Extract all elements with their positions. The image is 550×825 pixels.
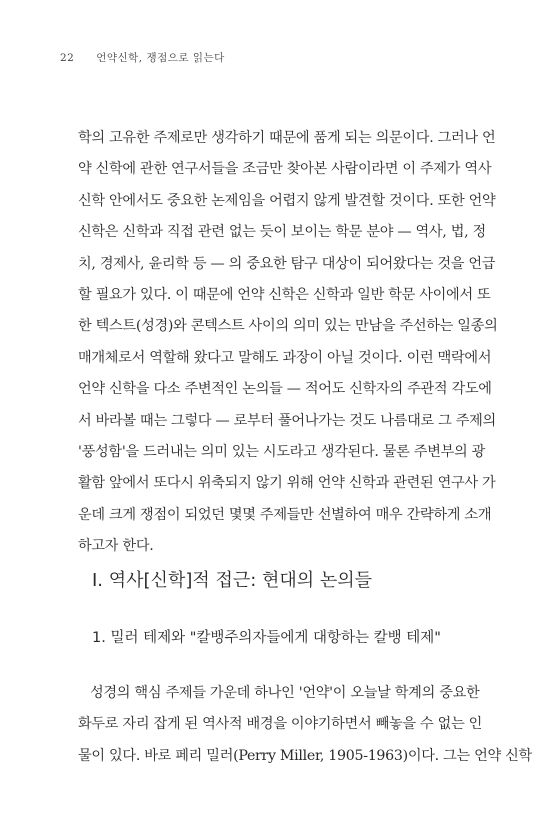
text-line: 신학은 신학과 직접 관련 없는 듯이 보이는 학문 분야 — 역사, 법, 정 <box>78 224 486 241</box>
text-line: '풍성함'을 드러내는 의미 있는 시도라고 생각된다. 물론 주변부의 광 <box>78 443 486 460</box>
text-line: 신학 안에서도 중요한 논제임을 어렵지 않게 발견할 것이다. 또한 언약 <box>78 192 496 209</box>
running-head <box>60 50 225 65</box>
text-line: 서 바라볼 때는 그렇다 — 로부터 풀어나가는 것도 나름대로 그 주제의 <box>78 412 496 429</box>
text-line: 한 텍스트(성경)와 콘텍스트 사이의 의미 있는 만남을 주선하는 일종의 <box>78 318 498 335</box>
body-paragraph <box>78 678 532 772</box>
text-line: 할 필요가 있다. 이 때문에 언약 신학은 신학과 일반 학문 사이에서 또 <box>78 286 491 303</box>
running-title: 언약신학, 쟁점으로 읽는다 <box>96 52 225 64</box>
text-line: 치, 경제사, 윤리학 등 — 의 중요한 탐구 대상이 되어왔다는 것을 언급 <box>78 255 496 272</box>
page-number: 22 <box>60 52 75 64</box>
text-line: 성경의 핵심 주제들 가운데 하나인 '언약'이 오늘날 학계의 중요한 <box>90 685 480 701</box>
text-line: 하고자 한다. <box>78 538 154 555</box>
text-line: 언약 신학을 다소 주변적인 논의들 — 적어도 신학자의 주관적 각도에 <box>78 381 492 398</box>
section-heading: I. 역사[신학]적 접근: 현대의 논의들 <box>92 570 373 591</box>
text-line: 매개체로서 역할해 왔다고 말해도 과장이 아닐 것이다. 이런 맥락에서 <box>78 349 492 366</box>
text-line: 약 신학에 관한 연구서들을 조금만 찾아본 사람이라면 이 주제가 역사 <box>78 161 492 178</box>
text-line: 활함 앞에서 또다시 위축되지 않기 위해 언약 신학과 관련된 연구사 가 <box>78 475 496 492</box>
text-line: 물이 있다. 바로 페리 밀러(Perry Miller, 1905-1963)이다. 그는 언약 신학 <box>78 747 532 764</box>
text-line: 화두로 자리 잡게 된 역사적 배경을 이야기하면서 빼놓을 수 없는 인 <box>78 716 483 733</box>
body-paragraph <box>78 123 498 562</box>
subsection-heading: 1. 밀러 테제와 "칼뱅주의자들에게 대항하는 칼뱅 테제" <box>92 630 441 646</box>
text-line: 학의 고유한 주제로만 생각하기 때문에 품게 되는 의문이다. 그러나 언 <box>78 130 496 146</box>
text-line: 운데 크게 쟁점이 되었던 몇몇 주제들만 선별하여 매우 간략하게 소개 <box>78 506 492 523</box>
